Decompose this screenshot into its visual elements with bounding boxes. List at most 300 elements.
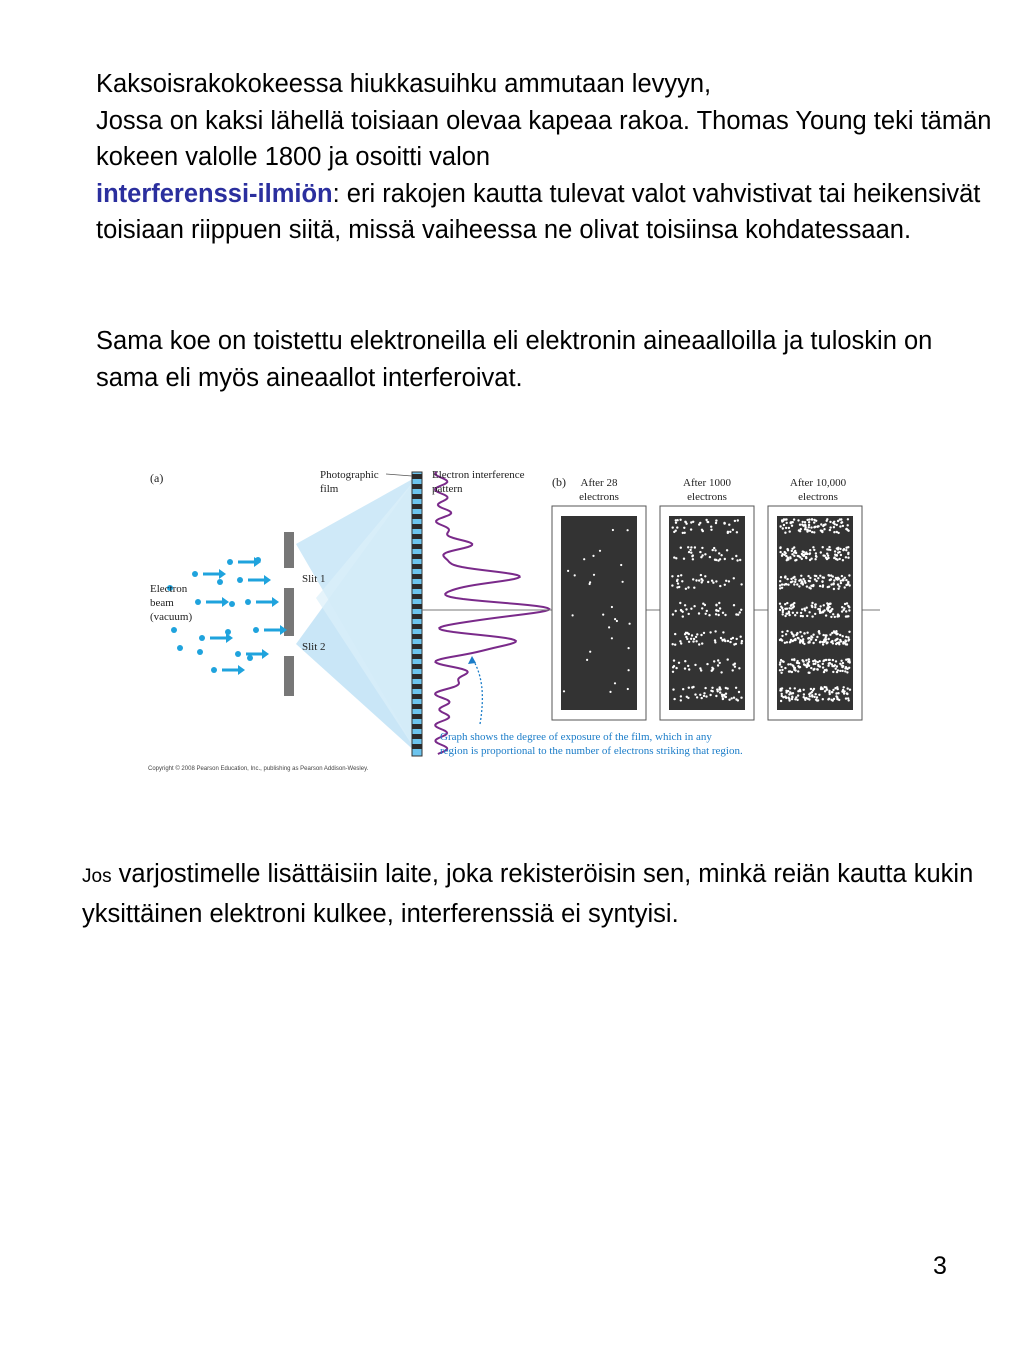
panel-1000: [660, 506, 754, 720]
electron-hit: [834, 687, 836, 689]
electron-hit: [806, 615, 808, 617]
electron-hit: [728, 524, 730, 526]
electron-hit: [813, 668, 815, 670]
electron-hit: [803, 693, 805, 695]
electron-dot: [247, 655, 253, 661]
film-band: [412, 494, 422, 499]
electron-hit: [832, 575, 834, 577]
electron-hit: [719, 662, 721, 664]
electron-hit: [690, 528, 692, 530]
electron-hit: [845, 549, 847, 551]
electron-hit: [684, 667, 686, 669]
electron-hit: [586, 659, 588, 661]
electron-hit: [796, 633, 798, 635]
electron-hit: [845, 697, 847, 699]
electron-hit: [701, 642, 703, 644]
electron-hit: [782, 613, 784, 615]
film-band: [412, 674, 422, 679]
electron-hit: [712, 549, 714, 551]
note-arrowhead: [468, 656, 476, 664]
electron-hit: [824, 555, 826, 557]
electron-hit: [740, 636, 742, 638]
electron-dot: [227, 559, 233, 565]
electron-hit: [815, 556, 817, 558]
electron-hit: [808, 637, 810, 639]
electron-hit: [718, 552, 720, 554]
electron-hit: [794, 687, 796, 689]
electron-hit: [709, 556, 711, 558]
electron-hit: [813, 526, 815, 528]
film-band: [412, 544, 422, 549]
electron-hit: [811, 531, 813, 533]
electron-hit: [701, 547, 703, 549]
electron-hit: [785, 583, 787, 585]
electron-hit: [791, 550, 793, 552]
electron-hit: [714, 630, 716, 632]
electron-dot: [171, 627, 177, 633]
electron-hit: [731, 697, 733, 699]
electron-hit: [812, 642, 814, 644]
beam-arrowhead: [264, 575, 271, 585]
electron-hit: [845, 579, 847, 581]
electron-hit: [682, 611, 684, 613]
electron-hit: [779, 689, 781, 691]
film-band: [412, 734, 422, 739]
electron-hit: [811, 615, 813, 617]
electron-hit: [791, 698, 793, 700]
electron-hit: [805, 659, 807, 661]
electron-hit: [833, 556, 835, 558]
electron-hit: [818, 630, 820, 632]
electron-hit: [794, 578, 796, 580]
electron-hit: [807, 698, 809, 700]
electron-hit: [848, 609, 850, 611]
film-band: [412, 604, 422, 609]
electron-hit: [689, 549, 691, 551]
electron-hit: [789, 556, 791, 558]
electron-hit: [804, 582, 806, 584]
electron-hit: [786, 602, 788, 604]
electron-hit: [725, 580, 727, 582]
electron-hit: [844, 586, 846, 588]
electron-hit: [787, 584, 789, 586]
electron-hit: [791, 696, 793, 698]
electron-hit: [845, 547, 847, 549]
electron-hit: [672, 526, 674, 528]
electron-hit: [705, 695, 707, 697]
electron-hit: [674, 644, 676, 646]
electron-hit: [801, 608, 803, 610]
pattern-label-2: pattern: [432, 483, 463, 495]
electron-hit: [805, 551, 807, 553]
electron-hit: [716, 688, 718, 690]
electron-hit: [814, 613, 816, 615]
electron-hit: [680, 574, 682, 576]
panel-28-label-2: electrons: [579, 491, 619, 503]
electron-hit: [694, 546, 696, 548]
electron-hit: [730, 638, 732, 640]
electron-hit: [805, 557, 807, 559]
electron-paragraph: Sama koe on toistettu elektroneilla eli elektronin aineaalloilla ja tuloskin on sama eli myös aineaallot interferoivat.: [96, 327, 933, 392]
electron-hit: [567, 570, 569, 572]
electron-hit: [702, 530, 704, 532]
electron-hit: [694, 693, 696, 695]
electron-hit: [842, 559, 844, 561]
film-band: [412, 694, 422, 699]
electron-hit: [797, 555, 799, 557]
electron-hit: [731, 558, 733, 560]
electron-hit: [800, 528, 802, 530]
electron-hit: [699, 694, 701, 696]
electron-hit: [572, 614, 574, 616]
electron-hit: [703, 692, 705, 694]
electron-hit: [789, 663, 791, 665]
electron-hit: [839, 548, 841, 550]
electron-hit: [832, 659, 834, 661]
film-band: [412, 724, 422, 729]
electron-hit: [724, 614, 726, 616]
electron-hit: [801, 640, 803, 642]
electron-hit: [843, 548, 845, 550]
electron-hit: [842, 641, 844, 643]
electron-hit: [817, 661, 819, 663]
barrier-middle: [284, 588, 294, 636]
electron-hit: [843, 692, 845, 694]
electron-hit: [724, 558, 726, 560]
electron-dot: [197, 649, 203, 655]
electron-hit: [828, 698, 830, 700]
electron-hit: [809, 577, 811, 579]
electron-hit: [806, 632, 808, 634]
electron-dot: [237, 577, 243, 583]
electron-hit: [732, 669, 734, 671]
electron-hit: [790, 692, 792, 694]
electron-hit: [847, 557, 849, 559]
electron-hit: [589, 651, 591, 653]
electron-hit: [700, 669, 702, 671]
electron-hit: [676, 526, 678, 528]
electron-hit: [781, 555, 783, 557]
electron-hit: [801, 635, 803, 637]
electron-hit: [679, 640, 681, 642]
electron-hit: [810, 667, 812, 669]
electron-hit: [699, 551, 701, 553]
film-band: [412, 574, 422, 579]
electron-hit: [802, 524, 804, 526]
electron-hit: [793, 555, 795, 557]
electron-hit: [779, 551, 781, 553]
electron-hit: [714, 639, 716, 641]
electron-hit: [693, 638, 695, 640]
electron-hit: [671, 575, 673, 577]
electron-hit: [837, 613, 839, 615]
electron-hit: [740, 583, 742, 585]
film-band: [412, 504, 422, 509]
electron-hit: [614, 618, 616, 620]
electron-hit: [834, 664, 836, 666]
electron-hit: [687, 546, 689, 548]
electron-hit: [786, 548, 788, 550]
electron-hit: [735, 555, 737, 557]
electron-hit: [688, 641, 690, 643]
electron-hit: [845, 610, 847, 612]
electron-hit: [629, 623, 631, 625]
electron-hit: [720, 554, 722, 556]
electron-hit: [688, 613, 690, 615]
electron-hit: [779, 580, 781, 582]
electron-hit: [685, 608, 687, 610]
electron-hit: [814, 575, 816, 577]
electron-hit: [831, 632, 833, 634]
electron-hit: [680, 695, 682, 697]
electron-hit: [841, 670, 843, 672]
electron-hit: [676, 580, 678, 582]
electron-hit: [720, 637, 722, 639]
electron-hit: [833, 531, 835, 533]
electron-hit: [717, 664, 719, 666]
electron-hit: [838, 699, 840, 701]
electron-hit: [794, 559, 796, 561]
electron-hit: [837, 520, 839, 522]
electron-hit: [784, 603, 786, 605]
film-band: [412, 624, 422, 629]
electron-hit: [789, 641, 791, 643]
electron-hit: [715, 580, 717, 582]
electron-hit: [835, 631, 837, 633]
electron-hit: [792, 612, 794, 614]
beam-label-2: beam: [150, 597, 174, 609]
electron-hit: [812, 546, 814, 548]
electron-hit: [679, 602, 681, 604]
electron-hit: [790, 578, 792, 580]
electron-hit: [803, 608, 805, 610]
electron-hit: [799, 631, 801, 633]
electron-hit: [845, 666, 847, 668]
electron-hit: [675, 610, 677, 612]
electron-hit: [817, 699, 819, 701]
electron-hit: [832, 613, 834, 615]
electron-hit: [824, 640, 826, 642]
electron-hit: [808, 580, 810, 582]
panel-10000-label-1: After 10,000: [789, 477, 847, 489]
electron-hit: [715, 604, 717, 606]
electron-hit: [709, 631, 711, 633]
electron-hit: [847, 518, 849, 520]
panel-1000-label-2: electrons: [687, 491, 727, 503]
electron-hit: [822, 546, 824, 548]
beam-arrowhead: [238, 665, 245, 675]
electron-hit: [574, 574, 576, 576]
electron-hit: [847, 697, 849, 699]
electron-hit: [825, 614, 827, 616]
electron-hit: [837, 588, 839, 590]
electron-hit: [821, 581, 823, 583]
electron-hit: [677, 582, 679, 584]
electron-hit: [593, 574, 595, 576]
electron-hit: [785, 613, 787, 615]
panel-28-screen: [561, 516, 637, 710]
electron-hit: [839, 634, 841, 636]
film-band: [412, 654, 422, 659]
electron-hit: [685, 632, 687, 634]
electron-hit: [843, 607, 845, 609]
electron-hit: [688, 633, 690, 635]
electron-hit: [846, 671, 848, 673]
electron-hit: [786, 641, 788, 643]
electron-hit: [824, 523, 826, 525]
electron-hit: [816, 668, 818, 670]
electron-hit: [803, 632, 805, 634]
electron-hit: [700, 634, 702, 636]
electron-hit: [724, 584, 726, 586]
electron-dot: [255, 557, 261, 563]
electron-hit: [828, 574, 830, 576]
electron-hit: [846, 528, 848, 530]
electron-hit: [732, 529, 734, 531]
electron-hit: [807, 641, 809, 643]
electron-hit: [833, 526, 835, 528]
electron-hit: [843, 686, 845, 688]
electron-hit: [678, 586, 680, 588]
electron-hit: [828, 662, 830, 664]
electron-hit: [809, 552, 811, 554]
electron-hit: [704, 575, 706, 577]
electron-hit: [690, 608, 692, 610]
electron-hit: [592, 555, 594, 557]
electron-hit: [738, 667, 740, 669]
electron-hit: [786, 630, 788, 632]
electron-hit: [810, 587, 812, 589]
electron-hit: [740, 642, 742, 644]
electron-hit: [819, 610, 821, 612]
electron-hit: [817, 577, 819, 579]
electron-hit: [788, 699, 790, 701]
electron-dot: [199, 635, 205, 641]
electron-hit: [609, 691, 611, 693]
electron-hit: [811, 605, 813, 607]
electron-hit: [829, 634, 831, 636]
electron-hit: [736, 531, 738, 533]
electron-hit: [845, 556, 847, 558]
electron-dot: [217, 579, 223, 585]
electron-hit: [708, 614, 710, 616]
electron-hit: [819, 641, 821, 643]
electron-hit: [840, 554, 842, 556]
electron-hit: [728, 580, 730, 582]
electron-hit: [822, 663, 824, 665]
electron-hit: [796, 583, 798, 585]
electron-hit: [801, 558, 803, 560]
electron-hit: [696, 633, 698, 635]
electron-hit: [675, 530, 677, 532]
electron-hit: [832, 689, 834, 691]
electron-hit: [809, 530, 811, 532]
electron-hit: [804, 697, 806, 699]
electron-hit: [811, 695, 813, 697]
electron-hit: [848, 574, 850, 576]
electron-hit: [844, 639, 846, 641]
electron-hit: [740, 697, 742, 699]
electron-hit: [705, 519, 707, 521]
electron-hit: [837, 688, 839, 690]
electron-hit: [828, 638, 830, 640]
electron-hit: [791, 659, 793, 661]
electron-hit: [824, 690, 826, 692]
electron-hit: [692, 558, 694, 560]
electron-hit: [673, 698, 675, 700]
electron-hit: [847, 581, 849, 583]
electron-hit: [803, 551, 805, 553]
electron-hit: [602, 614, 604, 616]
electron-hit: [701, 579, 703, 581]
film-band: [412, 644, 422, 649]
electron-hit: [808, 693, 810, 695]
electron-hit: [797, 694, 799, 696]
electron-hit: [841, 575, 843, 577]
electron-hit: [784, 532, 786, 534]
electron-hit: [794, 614, 796, 616]
electron-hit: [813, 696, 815, 698]
electron-hit: [687, 586, 689, 588]
electron-hit: [784, 551, 786, 553]
electron-hit: [822, 666, 824, 668]
electron-hit: [703, 632, 705, 634]
electron-hit: [790, 581, 792, 583]
electron-hit: [839, 525, 841, 527]
electron-hit: [692, 578, 694, 580]
electron-hit: [810, 526, 812, 528]
intro-paragraph: [96, 66, 1001, 249]
electron-hit: [736, 559, 738, 561]
electron-hit: [698, 643, 700, 645]
electron-hit: [722, 612, 724, 614]
electron-hit: [622, 581, 624, 583]
panel-1000-label-1: After 1000: [683, 477, 731, 489]
interference-term: interferenssi-ilmiön: [96, 179, 333, 208]
electron-hit: [829, 693, 831, 695]
electron-hit: [672, 643, 674, 645]
electron-hit: [822, 610, 824, 612]
electron-hit: [787, 690, 789, 692]
electron-hit: [673, 665, 675, 667]
electron-hit: [672, 688, 674, 690]
electron-hit: [822, 660, 824, 662]
electron-hit: [780, 672, 782, 674]
electron-hit: [839, 663, 841, 665]
electron-hit: [782, 611, 784, 613]
electron-hit: [715, 609, 717, 611]
electron-hit: [684, 660, 686, 662]
electron-hit: [789, 530, 791, 532]
electron-hit: [599, 550, 601, 552]
electron-hit: [741, 640, 743, 642]
electron-hit: [829, 529, 831, 531]
electron-hit: [675, 519, 677, 521]
electron-hit: [780, 576, 782, 578]
electron-hit: [848, 699, 850, 701]
electron-hit: [787, 697, 789, 699]
intro-line-1: Kaksoisrakokokeessa hiukkasuihku ammutaan levyyn,: [96, 70, 712, 98]
electron-hit: [802, 578, 804, 580]
electron-hit: [827, 665, 829, 667]
electron-hit: [693, 587, 695, 589]
electron-hit: [809, 549, 811, 551]
electron-hit: [789, 687, 791, 689]
electron-hit: [704, 687, 706, 689]
electron-hit: [733, 643, 735, 645]
electron-hit: [686, 696, 688, 698]
electron-hit: [810, 688, 812, 690]
